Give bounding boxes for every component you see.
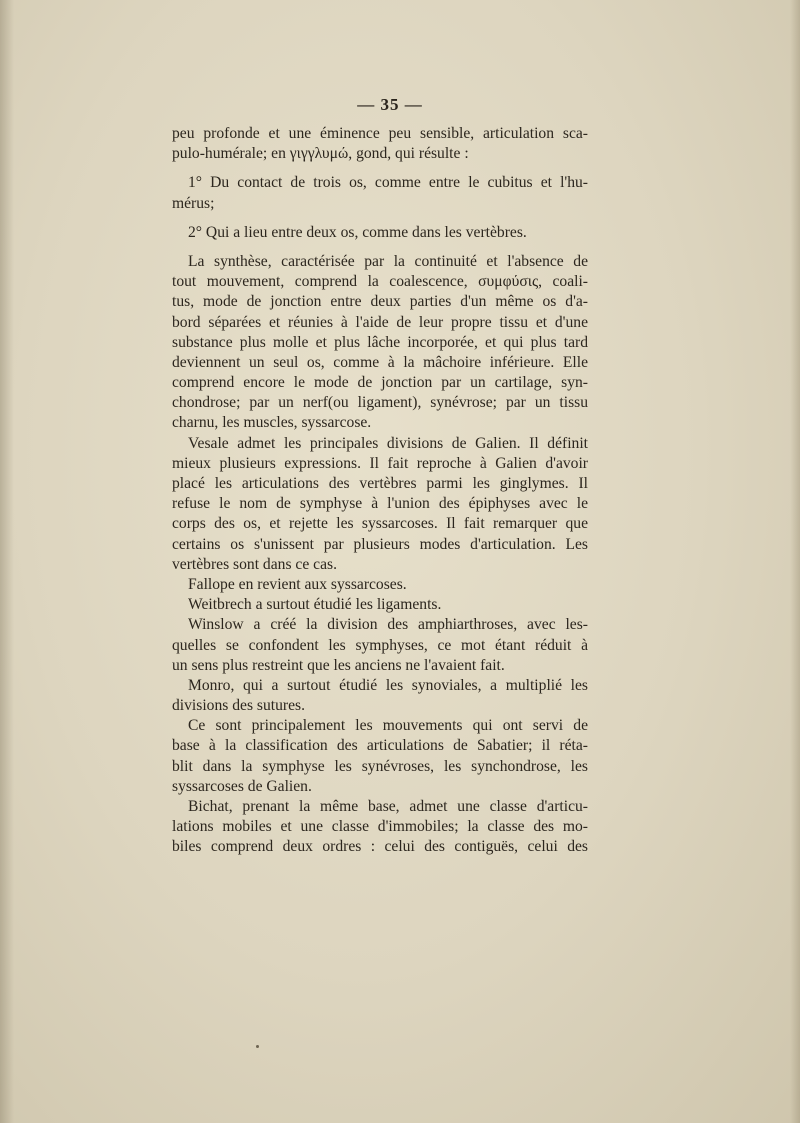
text-line: tout mouvement, comprend la coalescence, συμφύσις, coali-	[172, 273, 588, 291]
text-line: mérus;	[172, 194, 215, 212]
text-line: syssarcoses de Galien.	[172, 777, 312, 795]
paragraph-gap	[172, 164, 588, 173]
text-line: refuse le nom de symphyse à l'union des épiphyses avec le	[172, 495, 588, 513]
body-text	[172, 124, 588, 858]
text-line: certains os s'unissent par plusieurs modes d'articulation. Les	[172, 535, 588, 553]
text-line: Bichat, prenant la même base, admet une classe d'articu-	[188, 798, 588, 815]
text-line: Vesale admet les principales divisions de Galien. Il définit	[188, 434, 588, 452]
paragraph-gap	[172, 214, 588, 223]
text-line: 2° Qui a lieu entre deux os, comme dans les vertèbres.	[188, 223, 527, 241]
text-line: quelles se confondent les symphyses, ce mot étant réduit à	[172, 636, 588, 654]
text-line: Monro, qui a surtout étudié les synoviales, a multiplié les	[188, 676, 588, 694]
text-line: blit dans la symphyse les synévroses, les synchondrose, les	[172, 757, 588, 775]
page-edge-shadow	[790, 0, 800, 1123]
text-line: biles comprend deux ordres : celui des contiguës, celui des	[172, 838, 588, 856]
text-line: Fallope en revient aux syssarcoses.	[188, 575, 407, 593]
text-line: Weitbrech a surtout étudié les ligaments.	[188, 596, 442, 614]
text-line: chondrose; par un nerf(ou ligament), synévrose; par un tissu	[172, 394, 588, 412]
text-line: deviennent un seul os, comme à la mâchoire inférieure. Elle	[172, 353, 588, 371]
text-line: placé les articulations des vertèbres parmi les ginglymes. Il	[172, 475, 588, 492]
text-line: base à la classification des articulations de Sabatier; il réta-	[172, 737, 588, 755]
text-line: bord séparées et réunies à l'aide de leur propre tissu et d'une	[172, 313, 588, 331]
text-line: La synthèse, caractérisée par la continuité et l'absence de	[188, 252, 588, 270]
text-line: tus, mode de jonction entre deux parties d'un même os d'a-	[172, 293, 588, 311]
text-line: Winslow a créé la division des amphiarthroses, avec les-	[188, 616, 588, 634]
page-number: — 35 —	[357, 95, 423, 114]
text-line: charnu, les muscles, syssarcose.	[172, 414, 372, 432]
text-line: substance plus molle et plus lâche incorporée, et qui plus tard	[172, 333, 588, 351]
paper-speck	[256, 1045, 259, 1048]
text-line: vertèbres sont dans ce cas.	[172, 555, 337, 573]
text-line: Ce sont principalement les mouvements qui ont servi de	[188, 717, 588, 735]
text-line: corps des os, et rejette les syssarcoses. Il fait remarquer que	[172, 515, 588, 533]
text-line: comprend encore le mode de jonction par un cartilage, syn-	[172, 374, 588, 392]
text-line: mieux plusieurs expressions. Il fait reproche à Galien d'avoir	[172, 454, 588, 472]
text-line: lations mobiles et une classe d'immobiles; la classe des mo-	[172, 818, 588, 836]
text-line: divisions des sutures.	[172, 697, 305, 715]
text-line: peu profonde et une éminence peu sensible, articulation sca-	[172, 125, 588, 142]
paragraph-gap	[172, 243, 588, 252]
page-gutter-shadow	[0, 0, 14, 1123]
text-line: un sens plus restreint que les anciens ne l'avaient fait.	[172, 656, 505, 674]
text-line: pulo-humérale; en γιγγλυμώ, gond, qui résulte :	[172, 145, 469, 163]
text-line: 1° Du contact de trois os, comme entre le cubitus et l'hu-	[188, 174, 588, 192]
